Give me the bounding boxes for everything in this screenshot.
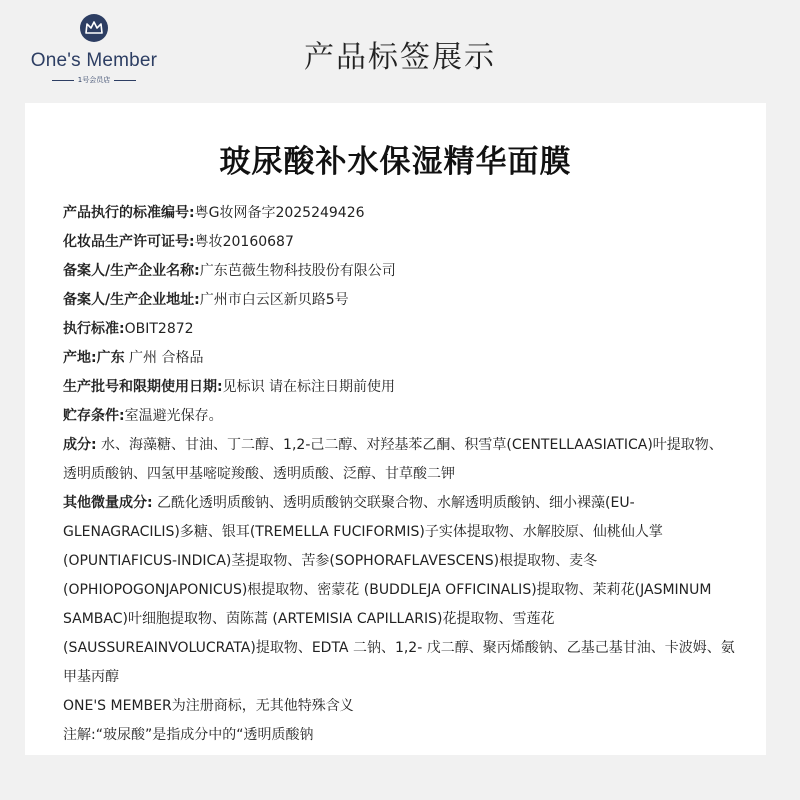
field-label: 产品执行的标准编号: <box>63 205 195 221</box>
label-content <box>63 199 735 750</box>
trademark-note: ONE'S MEMBER为注册商标，无其他特殊含义 <box>63 698 354 714</box>
field-label: 产地:广东 <box>63 350 125 366</box>
field-storage <box>63 402 735 431</box>
divider <box>52 80 74 81</box>
field-value: 室温避光保存。 <box>124 408 223 424</box>
label-card <box>25 103 766 755</box>
page-title: 产品标签展示 <box>304 40 496 75</box>
brand-name: One's Member <box>30 50 158 71</box>
field-executive-standard <box>63 315 735 344</box>
field-value: OBIT2872 <box>124 321 194 337</box>
field-value: 乙酰化透明质酸钠、透明质酸钠交联聚合物、水解透明质酸钠、细小裸藻(EU-GLENAGRACILIS)多糖、银耳(TREMELLA FUCIFORMIS)子实体提取物、水解胶原、仙桃仙人掌(OPUNTIAFICUS-INDICA)茎提取物、苦参(SOPHORAFLAVESCENS)根提取物、麦冬(OPHIOPOGONJAPONICUS)根提取物、密蒙花 (BUDDLEJA OFFICINALIS)提取物、茉莉花(JASMINUM SAMBAC)叶细胞提取物、茵陈蒿 (ARTEMISIA CAPILLARIS)花提取物、雪莲花(SAUSSUREAINVOLUCRATA)提取物、EDTA 二钠、1,2- 戊二醇、聚丙烯酸钠、乙基己基甘油、卡波姆、氨甲基丙醇 <box>63 495 735 685</box>
field-label: 其他微量成分: <box>63 495 153 511</box>
field-value: 广州 合格品 <box>124 350 204 366</box>
field-manufacturer-address <box>63 286 735 315</box>
brand-subtitle-row <box>24 75 164 85</box>
field-value: 水、海藻糖、甘油、丁二醇、1,2-己二醇、对羟基苯乙酮、积雪草(CENTELLAASIATICA)叶提取物、透明质酸钠、四氢甲基嘧啶羧酸、透明质酸、泛醇、甘草酸二钾 <box>63 437 723 482</box>
field-label: 贮存条件: <box>63 408 125 424</box>
field-manufacturer-name <box>63 257 735 286</box>
field-trace-ingredients <box>63 489 735 692</box>
field-value: 广州市白云区新贝路5号 <box>199 292 349 308</box>
field-value: 粤G妆网备字2025249426 <box>194 205 365 221</box>
field-value: 粤妆20160687 <box>194 234 294 250</box>
divider <box>114 80 136 81</box>
field-label: 成分: <box>63 437 97 453</box>
field-label: 备案人/生产企业名称: <box>63 263 200 279</box>
field-value: 广东芭薇生物科技股份有限公司 <box>199 263 396 279</box>
field-label: 生产批号和限期使用日期: <box>63 379 223 395</box>
field-license-number <box>63 228 735 257</box>
field-label: 备案人/生产企业地址: <box>63 292 200 308</box>
field-origin <box>63 344 735 373</box>
product-name: 玻尿酸补水保湿精华面膜 <box>219 144 572 180</box>
field-label: 执行标准: <box>63 321 125 337</box>
field-standard-number <box>63 199 735 228</box>
field-label: 化妆品生产许可证号: <box>63 234 195 250</box>
field-ingredients <box>63 431 735 489</box>
brand-subtitle: 1号会员店 <box>77 76 111 84</box>
annotation-note: 注解:“玻尿酸”是指成分中的“透明质酸钠 <box>63 727 314 743</box>
field-batch-expiry <box>63 373 735 402</box>
field-value: 见标识 请在标注日期前使用 <box>222 379 396 395</box>
header <box>0 0 800 100</box>
